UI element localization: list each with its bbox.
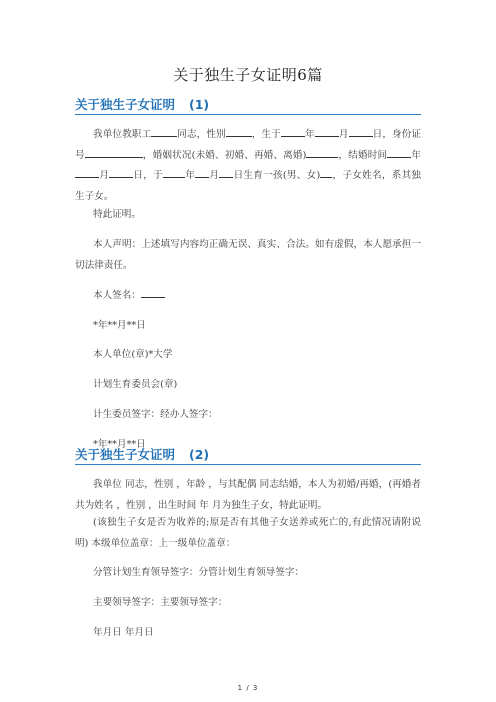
employer-seal: 本人单位(章)*大学 <box>93 349 173 360</box>
blank-child-gender <box>320 166 332 178</box>
blank-marriage-month <box>75 166 99 178</box>
blank-marriage-year <box>387 146 411 158</box>
date-line: *年**月**日 <box>93 439 146 450</box>
section-heading-2 <box>75 446 421 465</box>
section-heading-text: 关于独生子女证明 <box>75 447 176 462</box>
section-heading-text: 关于独生子女证明 <box>75 97 176 112</box>
blank-name <box>151 125 177 137</box>
committee-seal: 计划生育委员会(章) <box>93 379 178 390</box>
blank-child-month <box>195 166 209 178</box>
page-number: 1 / 3 <box>237 684 259 692</box>
document-title: 关于独生子女证明6篇 <box>173 66 323 84</box>
section-heading-number: (2) <box>189 447 210 462</box>
date-line: 年月日 年月日 <box>93 627 154 638</box>
section-heading-1 <box>75 96 421 115</box>
date-line: *年**月**日 <box>93 320 146 331</box>
closing-statement: 特此证明。 <box>93 209 141 220</box>
committee-signatures: 计生委员签字：经办人签字： <box>93 409 218 420</box>
main-leader-signatures: 主要领导签字：主要领导签字： <box>93 597 228 608</box>
blank-child-year <box>163 166 185 178</box>
blank-id-number <box>85 146 143 158</box>
blank-marital-status <box>306 146 338 158</box>
certificate-paragraph: 我单位 同志，性别 ，年龄 ，与其配偶 同志结婚，本人为初婚/再婚，(再婚者共为姓名 ，性别 ，出生时间 年 月为独生子女，特此证明。 <box>75 479 421 511</box>
signature-line: 本人签名： <box>75 286 421 307</box>
form-paragraph: 我单位教职工 同志，性别 ，生于 年 月 日，身份证号 ，婚姻状况(未婚、初婚、再婚、离婚) ，结婚时间 年月 日，于 年 月 日生育一孩(男、女) ，子女姓名，系其独生子女。 <box>75 125 421 207</box>
blank-birth-year <box>281 125 305 137</box>
blank-marriage-day <box>109 166 133 178</box>
blank-birth-day <box>349 125 373 137</box>
section-heading-number: (1) <box>189 97 210 112</box>
personal-declaration: 本人声明：上述填写内容均正确无误、真实、合法。如有虚假，本人愿承担一切法律责任。 <box>75 239 421 271</box>
blank-signature <box>141 286 165 298</box>
blank-birth-month <box>315 125 339 137</box>
blank-child-day <box>219 166 233 178</box>
planning-leader-signatures: 分管计划生育领导签字：分管计划生育领导签字： <box>93 567 305 578</box>
blank-gender <box>226 125 252 137</box>
adoption-note: (该独生子女是否为收养的;原是否有其他子女送养或死亡的,有此情况请附说明) 本级单位盖章：上一级单位盖章： <box>75 517 421 549</box>
